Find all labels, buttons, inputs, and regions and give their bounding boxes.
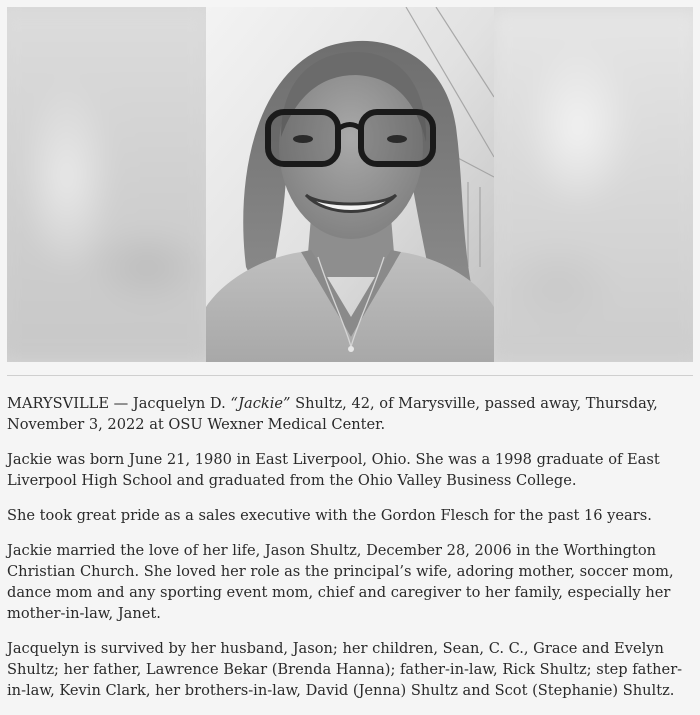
blurred-background-left: [7, 7, 212, 362]
nickname: “Jackie”: [230, 395, 291, 412]
paragraph-marriage: Jackie married the love of her life, Jason Shultz, December 28, 2006 in the Worthington Christian Church. She loved her role as the principal’s wife, adoring mother, soccer mom, dance mom and any sporting event mom, chief and caregiver to her family, especially her mother-in-law, Janet.: [7, 542, 674, 622]
blurred-background-right: [488, 7, 693, 362]
intro-text-end: Shultz, 42, of Marysville, passed away, Thursday, November 3, 2022 at OSU Wexner Medical Center.: [7, 395, 658, 433]
paragraph-birth: Jackie was born June 21, 1980 in East Liverpool, Ohio. She was a 1998 graduate of East Liverpool High School and graduated from the Ohio Valley Business College.: [7, 451, 660, 489]
obituary-article: [7, 393, 693, 715]
paragraph-survivors: Jacquelyn is survived by her husband, Jason; her children, Sean, C. C., Grace and Evelyn Shultz; her father, Lawrence Bekar (Brenda Hanna); father-in-law, Rick Shultz; step father-in-law, Kevin Clark, her brothers-in-law, David (Jenna) Shultz and Scot (Stephanie) Shultz.: [7, 640, 683, 699]
photo-banner: [7, 7, 693, 362]
paragraph-career: She took great pride as a sales executive with the Gordon Flesch for the past 16 years.: [7, 507, 652, 524]
paragraph-intro: [7, 393, 693, 435]
intro-text-start: MARYSVILLE — Jacquelyn D.: [7, 395, 231, 412]
divider: [7, 375, 693, 376]
portrait-photo[interactable]: [206, 7, 494, 362]
